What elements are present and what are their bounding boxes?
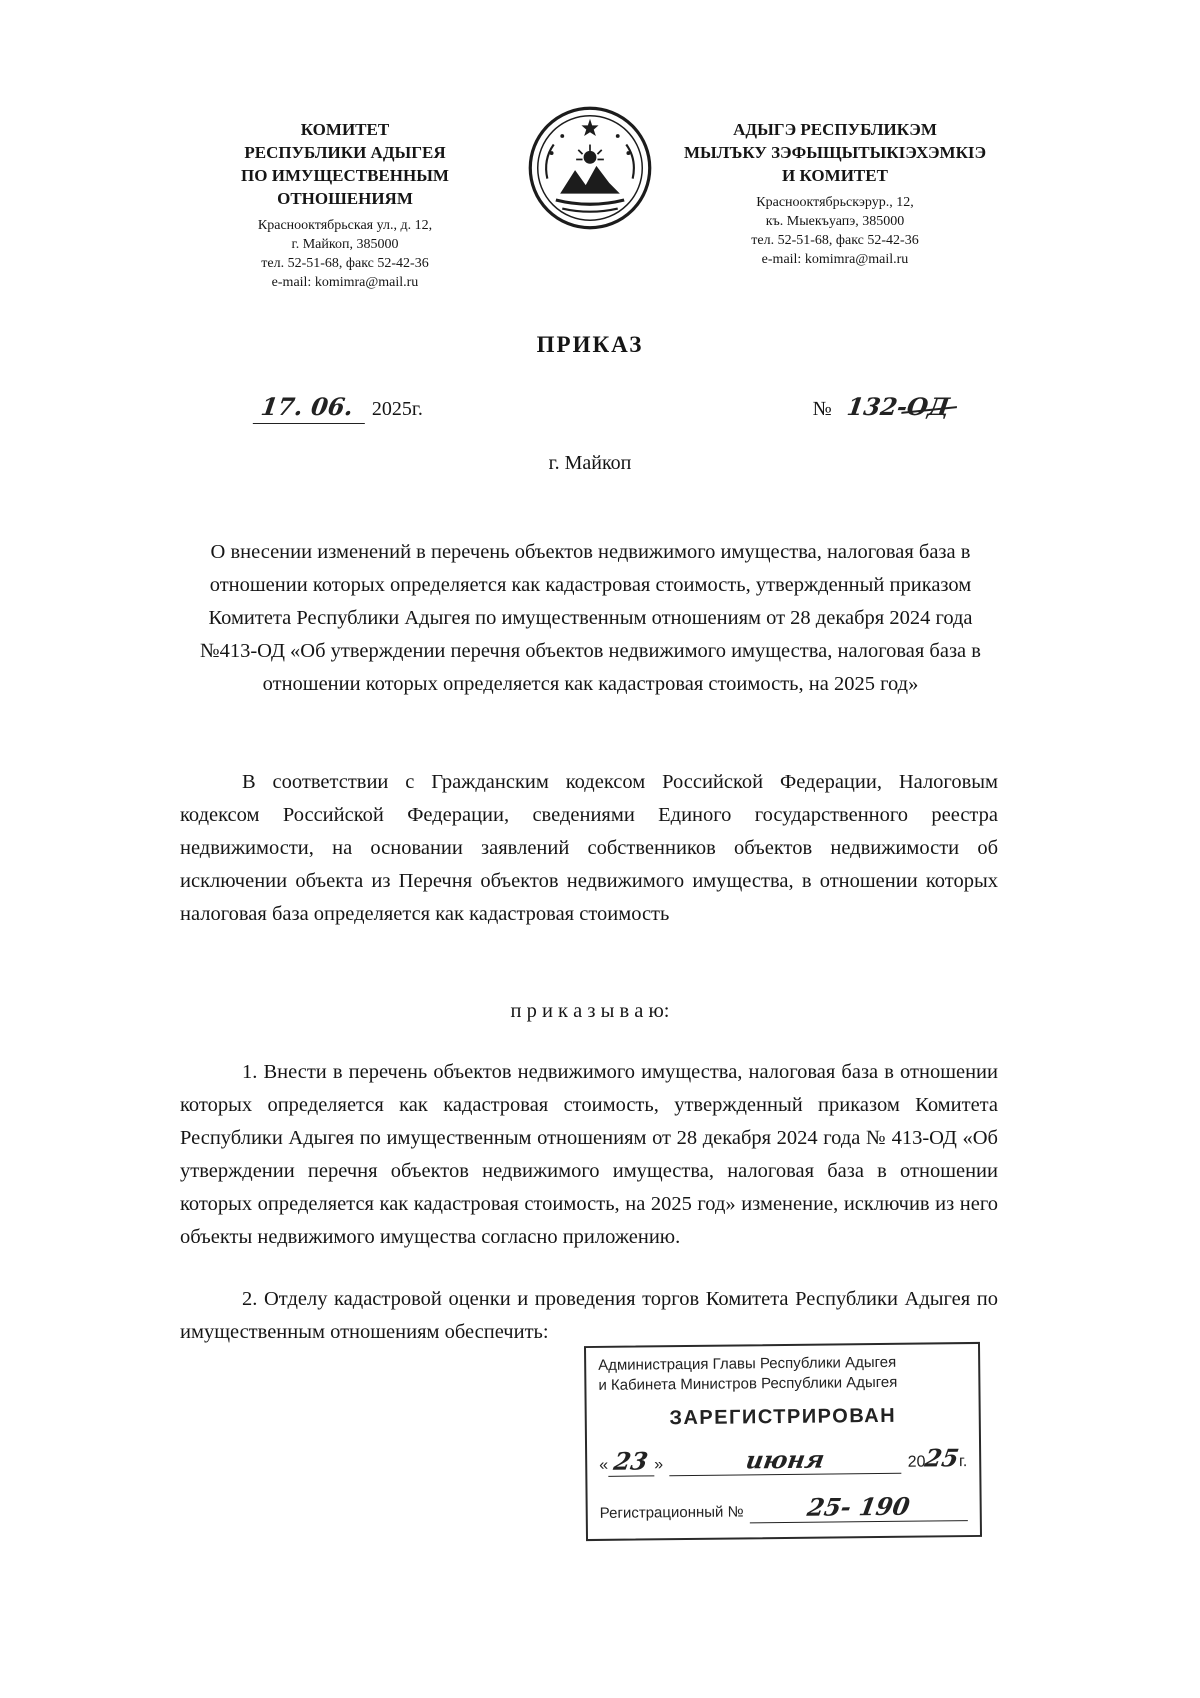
order-item-1: 1. Внести в перечень объектов недвижимого имущества, налоговая база в отношении которых определяется как кадастровая стоимость, утвержденный приказом Комитета Республики Адыгея по имущественным отношениям от 28 декабря 2024 года № 413-ОД «Об утверждении перечня объектов недвижимого имущества, налоговая база в отношении которых определяется как кадастровая стоимость, на 2025 год» изменение, исключив из него объекты недвижимого имущества согласно приложению. bbox=[180, 1061, 998, 1248]
org-name-line: И КОМИТЕТ bbox=[782, 166, 888, 185]
number-sign: № bbox=[812, 398, 832, 420]
printed-year: 2025г. bbox=[371, 398, 423, 420]
address-line: къ. Мыекъуапэ, 385000 bbox=[765, 214, 905, 229]
org-name-line: РЕСПУБЛИКИ АДЫГЕЯ bbox=[244, 143, 446, 162]
stamp-registration-row bbox=[600, 1491, 968, 1525]
stamp-handwritten-year: 25 bbox=[923, 1443, 962, 1473]
order-word: п р и к а з ы в а ю: bbox=[510, 1000, 670, 1022]
org-name-line: МЫЛЪКУ ЗЭФЫЩЫТЫКIЭХЭМКIЭ bbox=[683, 143, 987, 162]
org-name-adyghe bbox=[665, 118, 1005, 187]
letterhead-left-column bbox=[175, 118, 515, 292]
org-name-russian bbox=[175, 118, 515, 210]
letterhead-right-column bbox=[665, 118, 1005, 269]
order-subject: О внесении изменений в перечень объектов недвижимого имущества, налоговая база в отношении которых определяется как кадастровая стоимость, утвержденный приказом Комитета Республики Адыгея по имущественным отношениям от 28 декабря 2024 года №413-ОД «Об утверждении перечня объектов недвижимого имущества, налоговая база в отношении которых определяется как кадастровая стоимость, на 2025 год» bbox=[200, 541, 981, 695]
date-field bbox=[255, 392, 423, 424]
letterhead bbox=[175, 118, 1005, 292]
address-line: тел. 52-51-68, факс 52-42-36 bbox=[261, 256, 429, 271]
address-line: Краснооктябрьскэрур., 12, bbox=[756, 195, 914, 210]
stamp-year-suffix: г. bbox=[958, 1453, 968, 1471]
org-name-line: КОМИТЕТ bbox=[300, 120, 390, 139]
address-line: Краснооктябрьская ул., д. 12, bbox=[257, 218, 433, 233]
org-address-adyghe bbox=[665, 193, 1005, 269]
stamp-org-line: Администрация Главы Республики Адыгея bbox=[598, 1353, 897, 1374]
address-line: e-mail: komimra@mail.ru bbox=[761, 252, 909, 267]
stamp-handwritten-reg-number: 25- 190 bbox=[749, 1491, 967, 1523]
quote-close: » bbox=[654, 1456, 664, 1474]
number-field bbox=[813, 392, 955, 423]
stamp-date-row bbox=[599, 1443, 967, 1477]
org-name-line: ПО ИМУЩЕСТВЕННЫМ ОТНОШЕНИЯМ bbox=[241, 166, 449, 208]
org-address-russian bbox=[175, 216, 515, 292]
date-number-row bbox=[255, 392, 955, 424]
city-line: г. Майкоп bbox=[548, 452, 632, 474]
stamp-registered-label: ЗАРЕГИСТРИРОВАН bbox=[669, 1404, 897, 1430]
stamp-org-line: и Кабинета Министров Республики Адыгея bbox=[598, 1373, 898, 1394]
handwritten-order-number: 132-ОД bbox=[835, 392, 958, 423]
registration-stamp bbox=[584, 1342, 982, 1541]
org-name-line: АДЫГЭ РЕСПУБЛИКЭМ bbox=[733, 120, 937, 139]
stamp-year-prefix: 20 bbox=[907, 1453, 926, 1471]
coat-of-arms-seal-icon bbox=[526, 104, 654, 232]
stamp-handwritten-day: 23 bbox=[608, 1446, 654, 1476]
stamp-reg-label: Регистрационный № bbox=[599, 1503, 744, 1522]
emblem-container bbox=[515, 104, 665, 232]
document-title: ПРИКАЗ bbox=[536, 332, 644, 357]
address-line: г. Майкоп, 385000 bbox=[291, 237, 399, 252]
preamble-paragraph: В соответствии с Гражданским кодексом Российской Федерации, Налоговым кодексом Российской Федерации, сведениями Единого государственного реестра недвижимости, на основании заявлений собственников объектов недвижимости об исключении объекта из Перечня объектов недвижимого имущества, в отношении которых налоговая база определяется как кадастровая стоимость bbox=[180, 771, 998, 925]
stamp-handwritten-month: июня bbox=[669, 1444, 902, 1476]
address-line: тел. 52-51-68, факс 52-42-36 bbox=[751, 233, 919, 248]
quote-open: « bbox=[599, 1456, 609, 1474]
order-item-2: 2. Отделу кадастровой оценки и проведения торгов Комитета Республики Адыгея по имущественным отношениям обеспечить: bbox=[180, 1288, 998, 1343]
handwritten-date: 17. 06. bbox=[253, 392, 369, 424]
address-line: e-mail: komimra@mail.ru bbox=[271, 275, 419, 290]
